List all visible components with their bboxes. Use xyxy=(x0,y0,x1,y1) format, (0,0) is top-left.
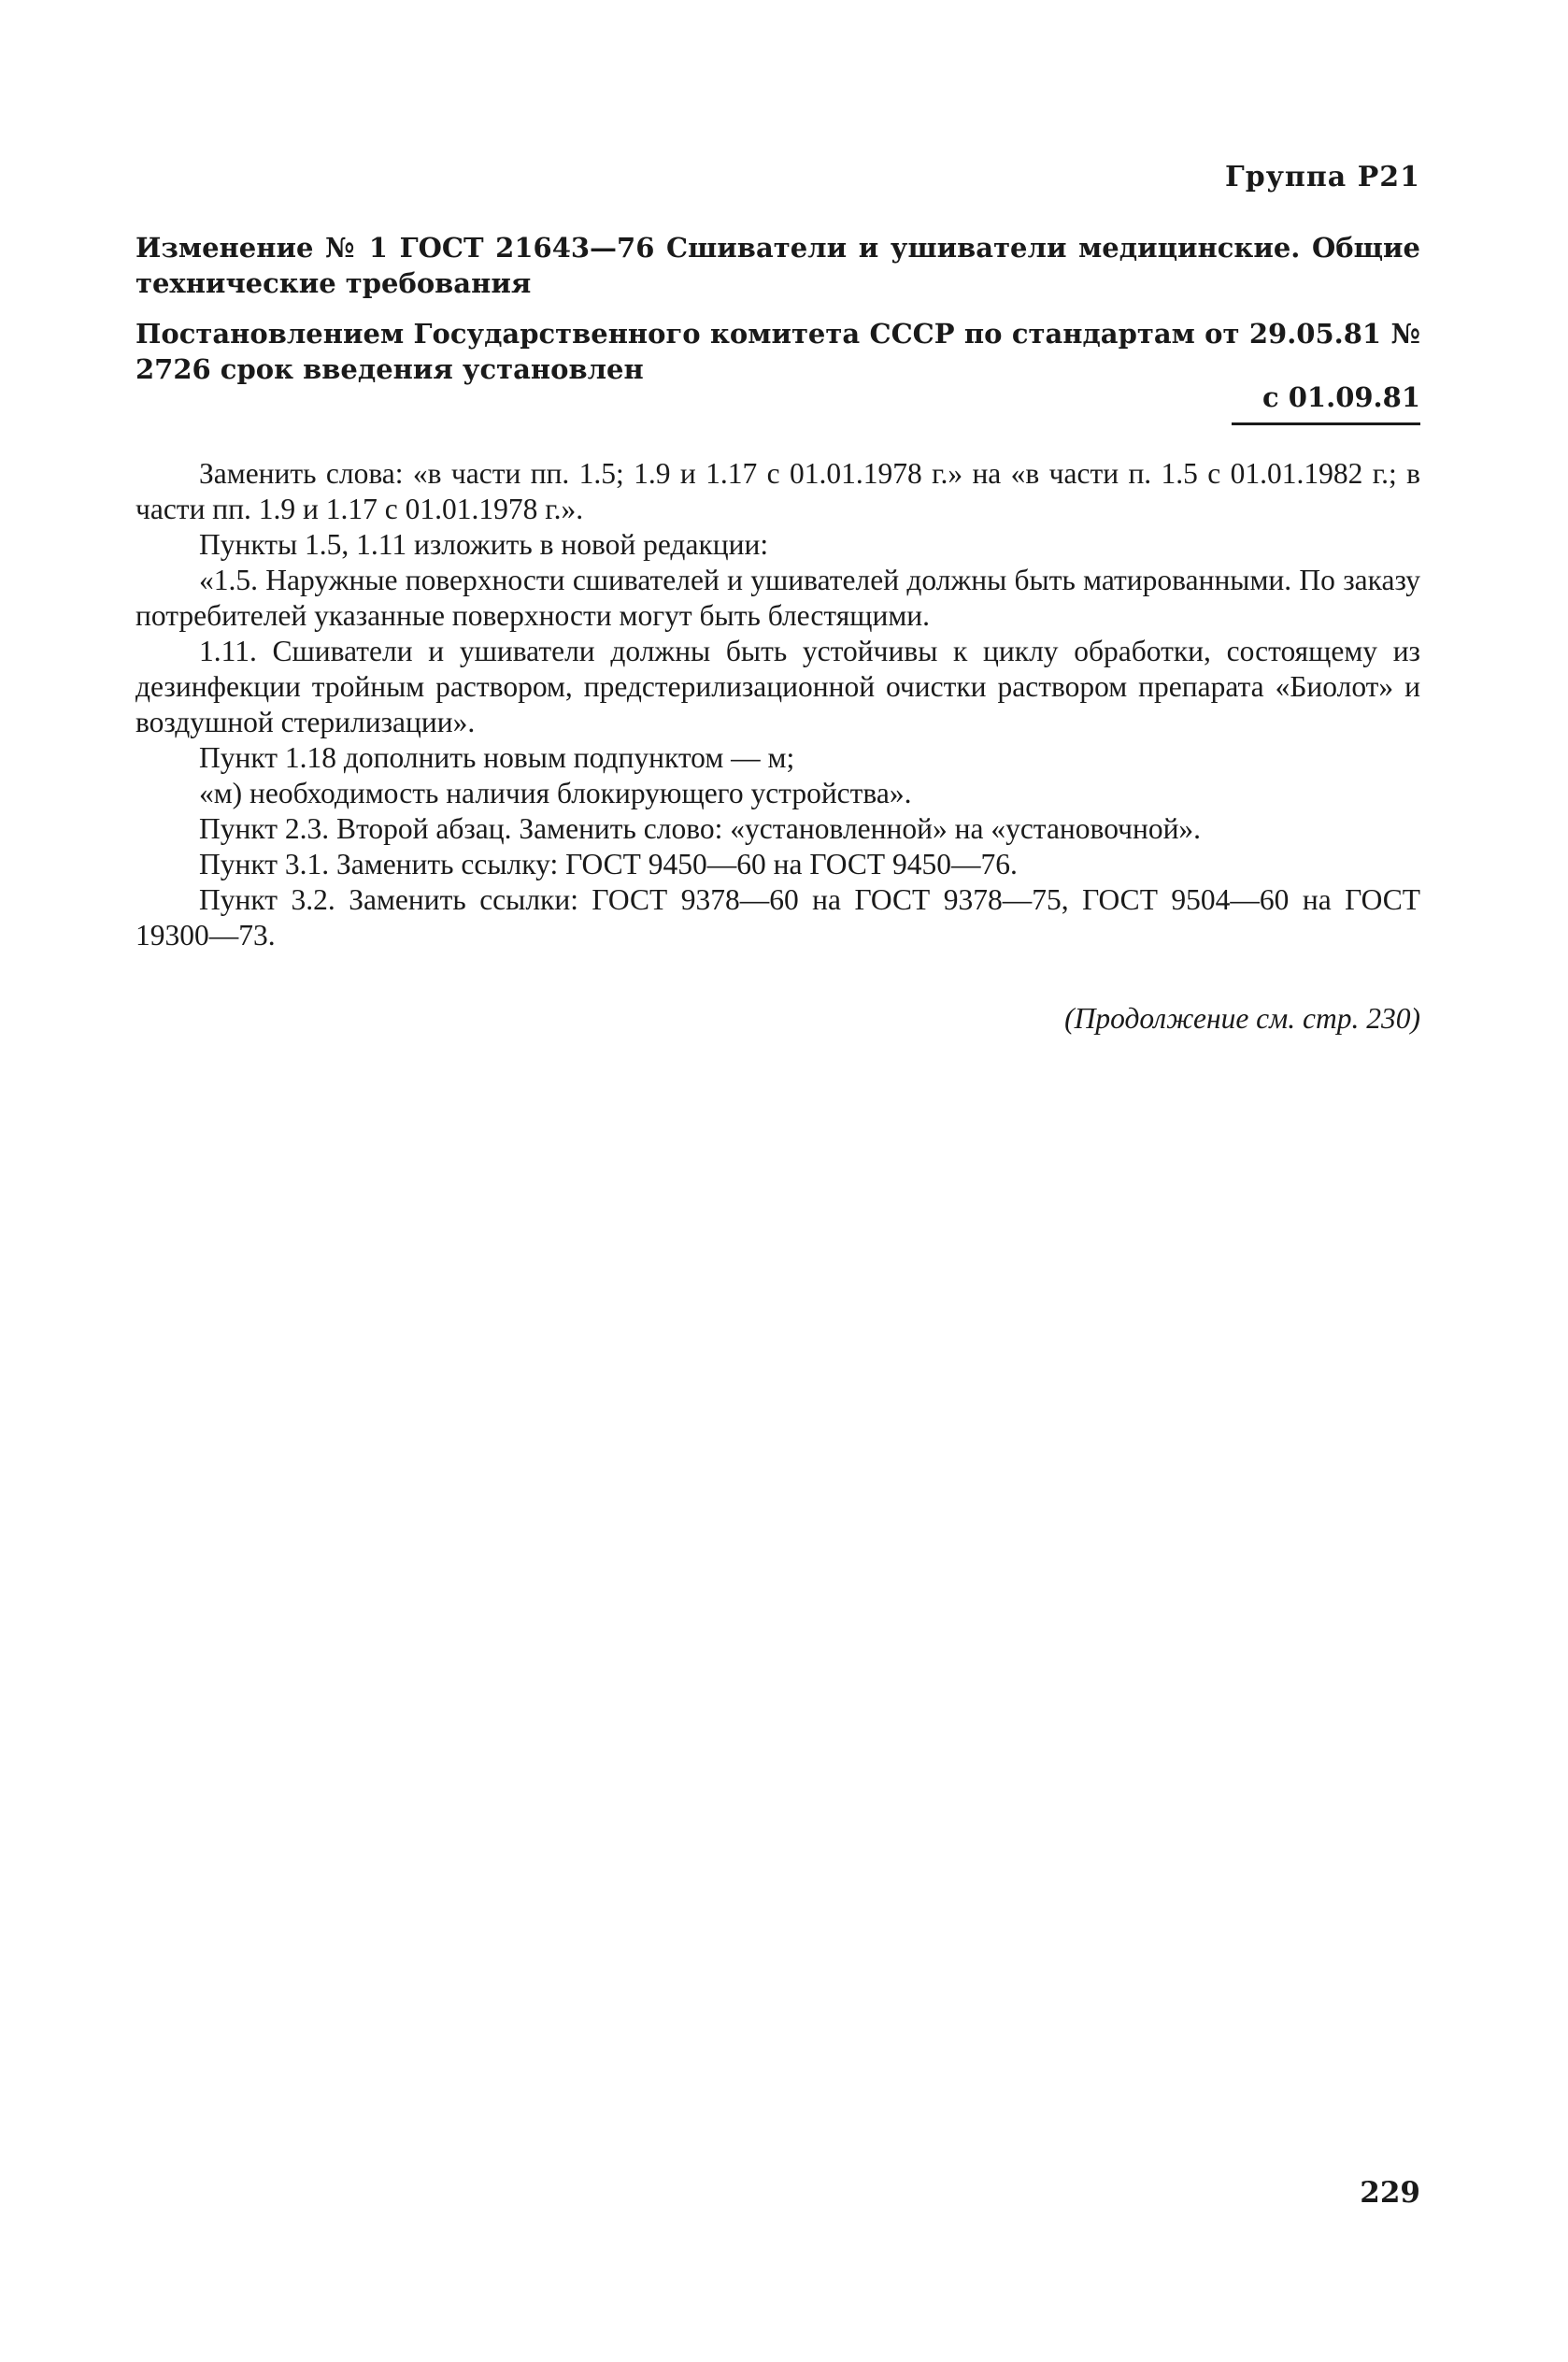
paragraph: «1.5. Наружные поверхности сшивателей и ушивателей должны быть матированными. По заказу потребителей указанные поверхности могут быть блестящими. xyxy=(135,564,1420,632)
paragraph: Пункт 3.1. Заменить ссылку: ГОСТ 9450—60 на ГОСТ 9450—76. xyxy=(199,848,1018,880)
paragraph: Заменить слова: «в части пп. 1.5; 1.9 и 1.17 с 01.01.1978 г.» на «в части п. 1.5 с 01.01.1982 г.; в части пп. 1.9 и 1.17 с 01.01.1978 г.». xyxy=(135,457,1420,525)
effective-date-underline xyxy=(1232,422,1420,425)
change-title: Изменение № 1 ГОСТ 21643—76 Сшиватели и ушиватели медицинские. Общие технические требования xyxy=(135,232,1420,299)
paragraph: «м) необходимость наличия блокирующего устройства». xyxy=(199,777,912,809)
continuation-note: (Продолжение см. стр. 230) xyxy=(1064,1002,1420,1035)
paragraph: Пункт 2.3. Второй абзац. Заменить слово: «установленной» на «установочной». xyxy=(199,812,1202,845)
paragraph: 1.11. Сшиватели и ушиватели должны быть устойчивы к циклу обработки, состоящему из дезинфекции тройным раствором, предстерилизационной очистки раствором препарата «Биолот» и воздушной стерилизации». xyxy=(135,635,1420,738)
paragraph: Пункт 1.18 дополнить новым подпунктом — м; xyxy=(199,741,795,774)
paragraph: Пункты 1.5, 1.11 изложить в новой редакции: xyxy=(199,528,769,561)
amendment-body xyxy=(135,456,1420,953)
paragraph: Пункт 3.2. Заменить ссылки: ГОСТ 9378—60 на ГОСТ 9378—75, ГОСТ 9504—60 на ГОСТ 19300—73. xyxy=(135,883,1420,952)
effective-date: с 01.09.81 xyxy=(1262,381,1420,413)
group-label: Группа Р21 xyxy=(1225,161,1420,193)
page-number: 229 xyxy=(1360,2176,1420,2210)
decree-text: Постановлением Государственного комитета СССР по стандартам от 29.05.81 № 2726 срок введения установлен xyxy=(135,318,1420,385)
